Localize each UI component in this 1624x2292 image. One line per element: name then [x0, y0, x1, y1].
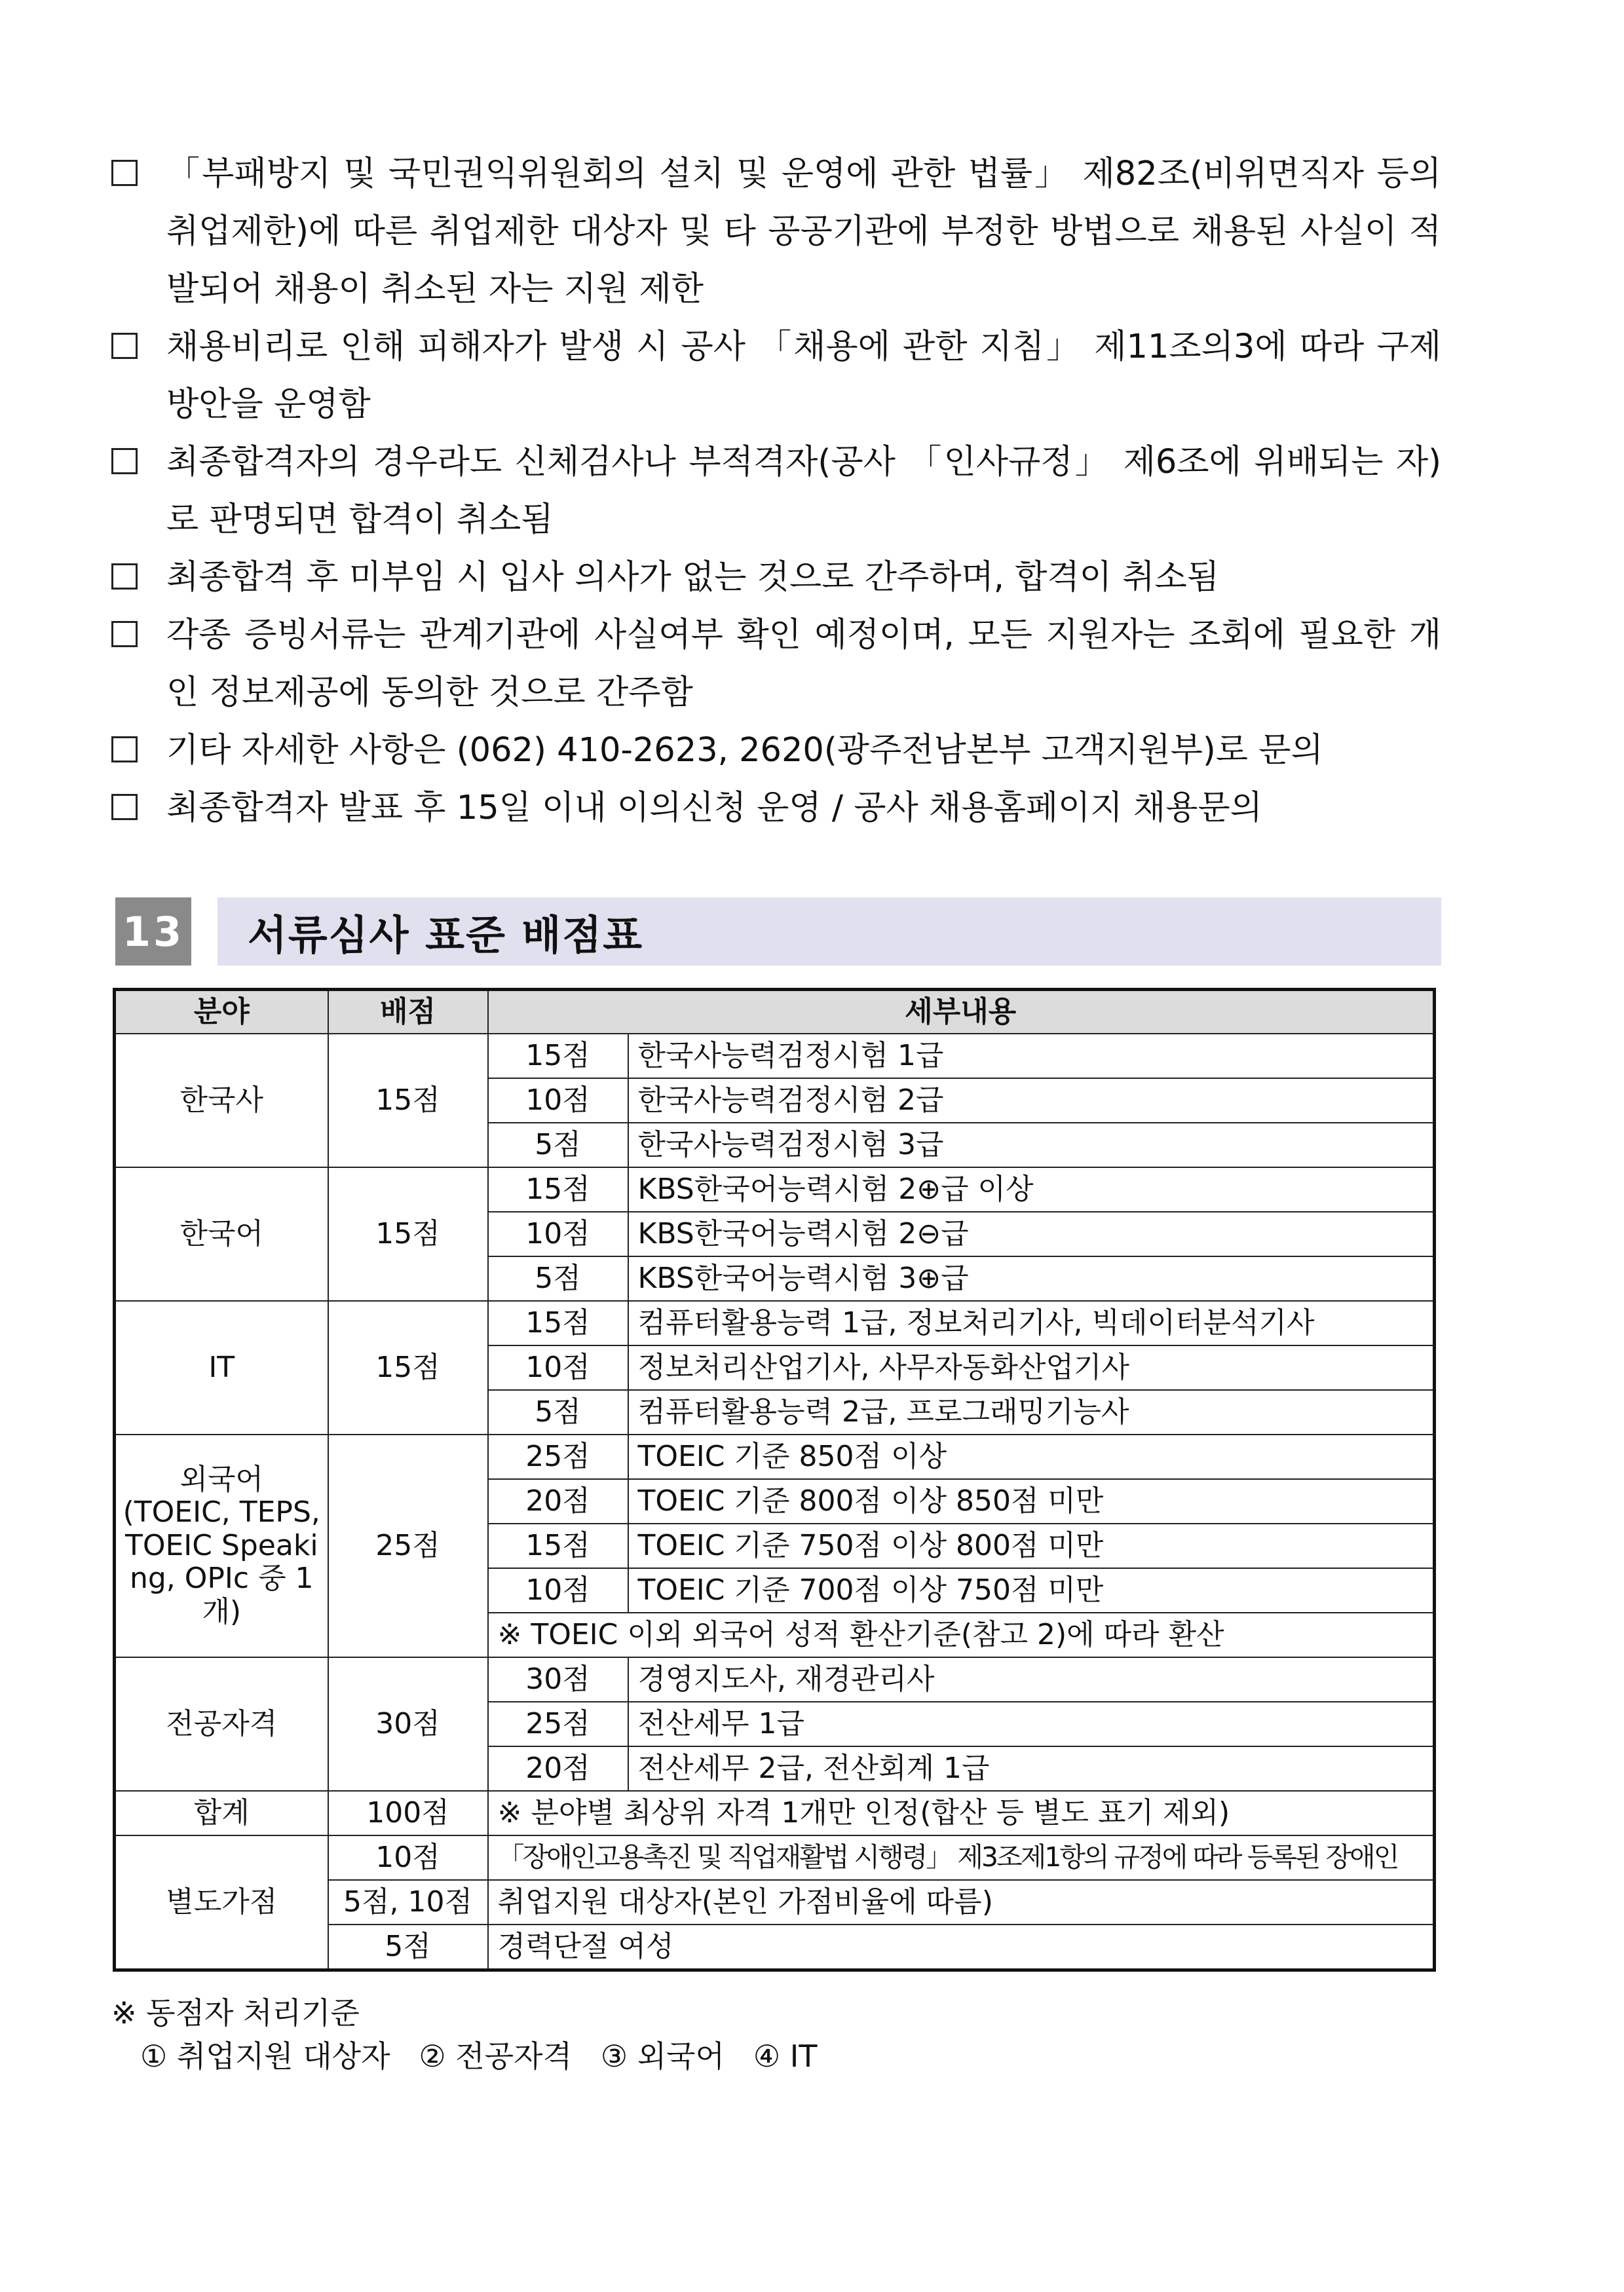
- bonus-detail: 경력단절 여성: [488, 1925, 1435, 1970]
- tiebreak-order: ① 취업지원 대상자 ② 전공자격 ③ 외국어 ④ IT: [140, 2038, 818, 2074]
- points-cell: 15점: [488, 1034, 628, 1078]
- points-cell: 5점: [488, 1123, 628, 1167]
- points-cell: 15점: [488, 1167, 628, 1212]
- points-cell: 20점: [488, 1746, 628, 1791]
- notice-text: 기타 자세한 사항은 (062) 410-2623, 2620(광주전남본부 고객지원부)로 문의: [166, 731, 1323, 770]
- tiebreak-notes: [111, 1991, 817, 2078]
- total-row: [115, 1791, 1435, 1835]
- bonus-detail: 취업지원 대상자(본인 가점비율에 따름): [488, 1880, 1435, 1925]
- score-cell: 15점: [328, 1034, 488, 1167]
- detail-cell: KBS한국어능력시험 2⊖급: [628, 1212, 1435, 1256]
- total-score: 100점: [328, 1791, 488, 1835]
- detail-cell: KBS한국어능력시험 3⊕급: [628, 1256, 1435, 1301]
- notice-text: 최종합격자 발표 후 15일 이내 이의신청 운영 / 공사 채용홈페이지 채용문의: [166, 789, 1262, 827]
- bonus-label: 별도가점: [115, 1835, 328, 1970]
- detail-cell: KBS한국어능력시험 2⊕급 이상: [628, 1167, 1435, 1212]
- points-cell: 5점: [488, 1256, 628, 1301]
- header-field: 분야: [115, 990, 328, 1034]
- notice-text: 「부패방지 및 국민권익위원회의 설치 및 운영에 관한 법률」 제82조(비위면직자 등의 취업제한)에 따른 취업제한 대상자 및 타 공공기관에 부정한 방법으로 채용된 사실이 적발되어 채용이 취소된 자는 지원 제한: [166, 155, 1441, 309]
- points-cell: 10점: [488, 1568, 628, 1613]
- total-note: ※ 분야별 최상위 자격 1개만 인정(합산 등 별도 표기 제외): [488, 1791, 1435, 1835]
- table-row: [115, 1167, 1435, 1212]
- total-label: 합계: [115, 1791, 328, 1835]
- detail-cell: 전산세무 2급, 전산회계 1급: [628, 1746, 1435, 1791]
- points-cell: 10점: [488, 1345, 628, 1390]
- checkbox-square-icon: [111, 563, 138, 590]
- detail-cell: 한국사능력검정시험 1급: [628, 1034, 1435, 1078]
- field-cell: 한국어: [115, 1167, 328, 1301]
- field-cell: 한국사: [115, 1034, 328, 1167]
- table-row: [115, 1657, 1435, 1702]
- checkbox-square-icon: [111, 621, 138, 647]
- notice-item: [111, 607, 1441, 722]
- score-cell: 30점: [328, 1657, 488, 1791]
- points-cell: 10점: [488, 1078, 628, 1123]
- detail-cell: 정보처리산업기사, 사무자동화산업기사: [628, 1345, 1435, 1390]
- score-cell: 15점: [328, 1301, 488, 1435]
- table-row: [115, 1034, 1435, 1078]
- detail-cell: 한국사능력검정시험 2급: [628, 1078, 1435, 1123]
- section-number: 13: [115, 897, 191, 966]
- points-cell: 5점: [488, 1390, 628, 1435]
- checkbox-square-icon: [111, 333, 138, 359]
- notice-text: 각종 증빙서류는 관계기관에 사실여부 확인 예정이며, 모든 지원자는 조회에 필요한 개인 정보제공에 동의한 것으로 간주함: [166, 616, 1441, 712]
- detail-cell: 경영지도사, 재경관리사: [628, 1657, 1435, 1702]
- bonus-score: 10점: [328, 1835, 488, 1880]
- conversion-note-cell: ※ TOEIC 이외 외국어 성적 환산기준(참고 2)에 따라 환산: [488, 1613, 1435, 1657]
- section-title: 서류심사 표준 배점표: [248, 911, 644, 959]
- points-cell: 25점: [488, 1702, 628, 1746]
- table-row: [115, 1301, 1435, 1345]
- bonus-detail: 「장애인고용촉진 및 직업재활법 시행령」 제3조제1항의 규정에 따라 등록된 장애인: [488, 1835, 1435, 1880]
- header-score: 배점: [328, 990, 488, 1034]
- detail-cell: TOEIC 기준 850점 이상: [628, 1435, 1435, 1479]
- field-cell: IT: [115, 1301, 328, 1435]
- points-cell: 15점: [488, 1524, 628, 1568]
- detail-cell: TOEIC 기준 800점 이상 850점 미만: [628, 1479, 1435, 1524]
- points-cell: 15점: [488, 1301, 628, 1345]
- field-cell: 전공자격: [115, 1657, 328, 1791]
- checkbox-square-icon: [111, 736, 138, 762]
- checkbox-square-icon: [111, 160, 138, 186]
- detail-cell: TOEIC 기준 750점 이상 800점 미만: [628, 1524, 1435, 1568]
- score-cell: 15점: [328, 1167, 488, 1301]
- detail-cell: 한국사능력검정시험 3급: [628, 1123, 1435, 1167]
- checkbox-square-icon: [111, 794, 138, 820]
- bonus-score: 5점: [328, 1925, 488, 1970]
- points-cell: 30점: [488, 1657, 628, 1702]
- notice-item: [111, 318, 1441, 434]
- notice-item: [111, 434, 1441, 549]
- notice-text: 최종합격자의 경우라도 신체검사나 부적격자(공사 「인사규정」 제6조에 위배되는 자)로 판명되면 합격이 취소됨: [166, 443, 1441, 539]
- notice-text: 채용비리로 인해 피해자가 발생 시 공사 「채용에 관한 지침」 제11조의3에 따라 구제방안을 운영함: [166, 328, 1441, 424]
- detail-cell: TOEIC 기준 700점 이상 750점 미만: [628, 1568, 1435, 1613]
- field-cell: 외국어 (TOEIC, TEPS, TOEIC Speaki ng, OPIc 중 1 개): [115, 1435, 328, 1657]
- notice-item: [111, 722, 1441, 780]
- detail-cell: 전산세무 1급: [628, 1702, 1435, 1746]
- bonus-row: [115, 1835, 1435, 1880]
- section-header: [115, 897, 1441, 966]
- points-cell: 25점: [488, 1435, 628, 1479]
- score-table: [113, 988, 1436, 1972]
- notice-item: [111, 780, 1441, 837]
- section-title-bar: [217, 897, 1441, 966]
- points-cell: 10점: [488, 1212, 628, 1256]
- score-cell: 25점: [328, 1435, 488, 1657]
- header-detail: 세부내용: [488, 990, 1435, 1034]
- checkbox-square-icon: [111, 448, 138, 474]
- notice-item: [111, 145, 1441, 318]
- notice-text: 최종합격 후 미부임 시 입사 의사가 없는 것으로 간주하며, 합격이 취소됨: [166, 558, 1220, 597]
- bonus-score: 5점, 10점: [328, 1880, 488, 1925]
- detail-cell: 컴퓨터활용능력 1급, 정보처리기사, 빅데이터분석기사: [628, 1301, 1435, 1345]
- table-header-row: [115, 990, 1435, 1034]
- tiebreak-title: ※ 동점자 처리기준: [111, 1995, 360, 2031]
- points-cell: 20점: [488, 1479, 628, 1524]
- notice-item: [111, 549, 1441, 607]
- table-row: [115, 1435, 1435, 1479]
- detail-cell: 컴퓨터활용능력 2급, 프로그래밍기능사: [628, 1390, 1435, 1435]
- notice-list: [111, 145, 1441, 837]
